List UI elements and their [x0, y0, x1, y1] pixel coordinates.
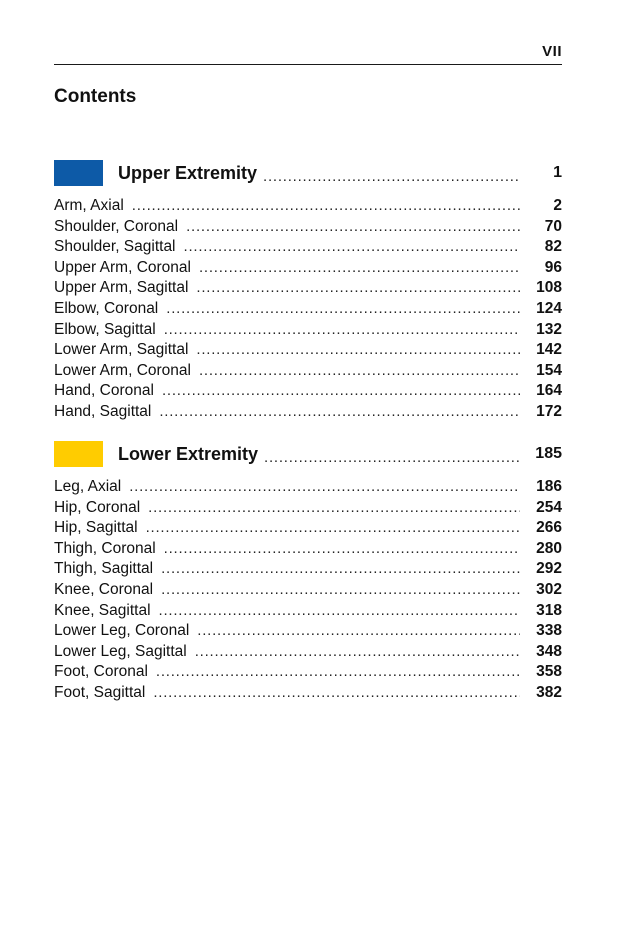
toc-entry-page: 108 — [536, 279, 562, 297]
toc-entry[interactable] — [54, 477, 562, 498]
toc-entry-page: 142 — [536, 341, 562, 359]
section-title: Lower Extremity — [118, 443, 259, 464]
toc-entry-page: 172 — [536, 402, 562, 420]
leader-dots — [166, 299, 520, 320]
toc-entry-label: Elbow, Sagittal — [54, 320, 156, 338]
toc-entry[interactable] — [54, 601, 562, 622]
toc-entry[interactable] — [54, 217, 562, 238]
leader-dots — [196, 278, 520, 299]
toc-entry-label: Knee, Sagittal — [54, 601, 151, 619]
toc-entry-label: Thigh, Sagittal — [54, 560, 154, 578]
toc-entry-label: Lower Leg, Sagittal — [54, 642, 187, 660]
leader-dots — [159, 601, 520, 622]
toc-section-lower-extremity — [54, 440, 562, 704]
header-rule — [54, 64, 562, 65]
toc-entry[interactable] — [54, 580, 562, 601]
leader-dots — [199, 258, 520, 279]
toc-entry[interactable] — [54, 559, 562, 580]
toc-entry-label: Foot, Coronal — [54, 663, 148, 681]
toc-entry-label: Upper Arm, Sagittal — [54, 279, 189, 297]
toc-entry-list — [54, 196, 562, 423]
contents-title: Contents — [54, 86, 137, 107]
toc-entry-page: 302 — [536, 580, 562, 598]
toc-entry-label: Leg, Axial — [54, 478, 122, 495]
leader-dots — [132, 196, 520, 217]
toc-entry-page: 382 — [536, 683, 562, 701]
toc-entry-list — [54, 477, 562, 704]
toc-entry[interactable] — [54, 299, 562, 320]
toc-entry[interactable] — [54, 196, 562, 217]
leader-dots — [129, 477, 520, 498]
leader-dots — [264, 449, 520, 466]
toc-entry-label: Arm, Axial — [54, 197, 124, 214]
toc-section-upper-extremity — [54, 159, 562, 423]
leader-dots — [164, 539, 520, 560]
toc-entry[interactable] — [54, 683, 562, 704]
toc-entry-page: 338 — [536, 622, 562, 640]
toc-entry[interactable] — [54, 539, 562, 560]
toc-entry[interactable] — [54, 498, 562, 519]
toc-section-header[interactable] — [54, 159, 562, 187]
leader-dots — [146, 518, 520, 539]
leader-dots — [164, 320, 520, 341]
leader-dots — [195, 642, 520, 663]
toc-entry-label: Shoulder, Sagittal — [54, 238, 176, 256]
toc-entry-label: Foot, Sagittal — [54, 683, 146, 701]
toc-entry-label: Hand, Sagittal — [54, 402, 152, 420]
leader-dots — [199, 361, 520, 382]
leader-dots — [148, 498, 520, 519]
toc-entry-page: 164 — [536, 382, 562, 400]
leader-dots — [159, 402, 520, 423]
leader-dots — [196, 340, 520, 361]
toc-entry-page: 132 — [536, 320, 562, 338]
leader-dots — [162, 381, 520, 402]
leader-dots — [161, 580, 520, 601]
toc-entry[interactable] — [54, 662, 562, 683]
toc-entry-page: 292 — [536, 560, 562, 578]
toc-entry[interactable] — [54, 340, 562, 361]
toc-entry[interactable] — [54, 621, 562, 642]
section-color-swatch — [54, 441, 103, 467]
toc-entry[interactable] — [54, 320, 562, 341]
toc-entry-label: Knee, Coronal — [54, 580, 154, 598]
leader-dots — [156, 662, 520, 683]
toc-entry-page: 96 — [544, 258, 562, 276]
toc-entry-label: Hip, Coronal — [54, 498, 141, 516]
toc-entry-page: 348 — [536, 642, 562, 660]
toc-entry-page: 280 — [536, 539, 562, 557]
toc-entry-label: Upper Arm, Coronal — [54, 258, 191, 276]
toc-entry[interactable] — [54, 642, 562, 663]
section-page-number: 1 — [553, 164, 562, 181]
toc-entry-page: 82 — [544, 238, 562, 256]
toc-entry-page: 70 — [544, 217, 562, 235]
section-color-swatch — [54, 160, 103, 186]
toc-entry-label: Elbow, Coronal — [54, 299, 159, 317]
toc-entry-label: Thigh, Coronal — [54, 539, 156, 557]
toc-entry-page: 2 — [553, 197, 562, 214]
leader-dots — [153, 683, 520, 704]
leader-dots — [184, 237, 520, 258]
toc-entry[interactable] — [54, 381, 562, 402]
toc-entry-label: Hip, Sagittal — [54, 519, 138, 537]
toc-entry-label: Hand, Coronal — [54, 382, 154, 400]
toc-entry-page: 186 — [536, 478, 562, 495]
toc-entry-page: 124 — [536, 299, 562, 317]
toc-entry[interactable] — [54, 361, 562, 382]
toc-entry[interactable] — [54, 278, 562, 299]
toc-entry-page: 254 — [536, 498, 562, 516]
toc-entry-page: 358 — [536, 663, 562, 681]
toc-entry[interactable] — [54, 518, 562, 539]
toc-entry-page: 154 — [536, 361, 562, 379]
toc-entry[interactable] — [54, 237, 562, 258]
section-page-number: 185 — [535, 445, 562, 462]
leader-dots — [263, 168, 520, 185]
toc-entry-label: Lower Leg, Coronal — [54, 622, 190, 640]
toc-section-header[interactable] — [54, 440, 562, 468]
toc-entry-label: Lower Arm, Coronal — [54, 361, 191, 379]
toc-entry-label: Lower Arm, Sagittal — [54, 341, 189, 359]
leader-dots — [161, 559, 520, 580]
toc-entry-page: 266 — [536, 519, 562, 537]
toc-entry[interactable] — [54, 402, 562, 423]
toc-entry-page: 318 — [536, 601, 562, 619]
toc-entry-label: Shoulder, Coronal — [54, 217, 179, 235]
toc-entry[interactable] — [54, 258, 562, 279]
document-page — [54, 0, 562, 946]
section-title: Upper Extremity — [118, 162, 258, 183]
leader-dots — [186, 217, 520, 238]
page-number: VII — [542, 43, 562, 60]
leader-dots — [197, 621, 520, 642]
